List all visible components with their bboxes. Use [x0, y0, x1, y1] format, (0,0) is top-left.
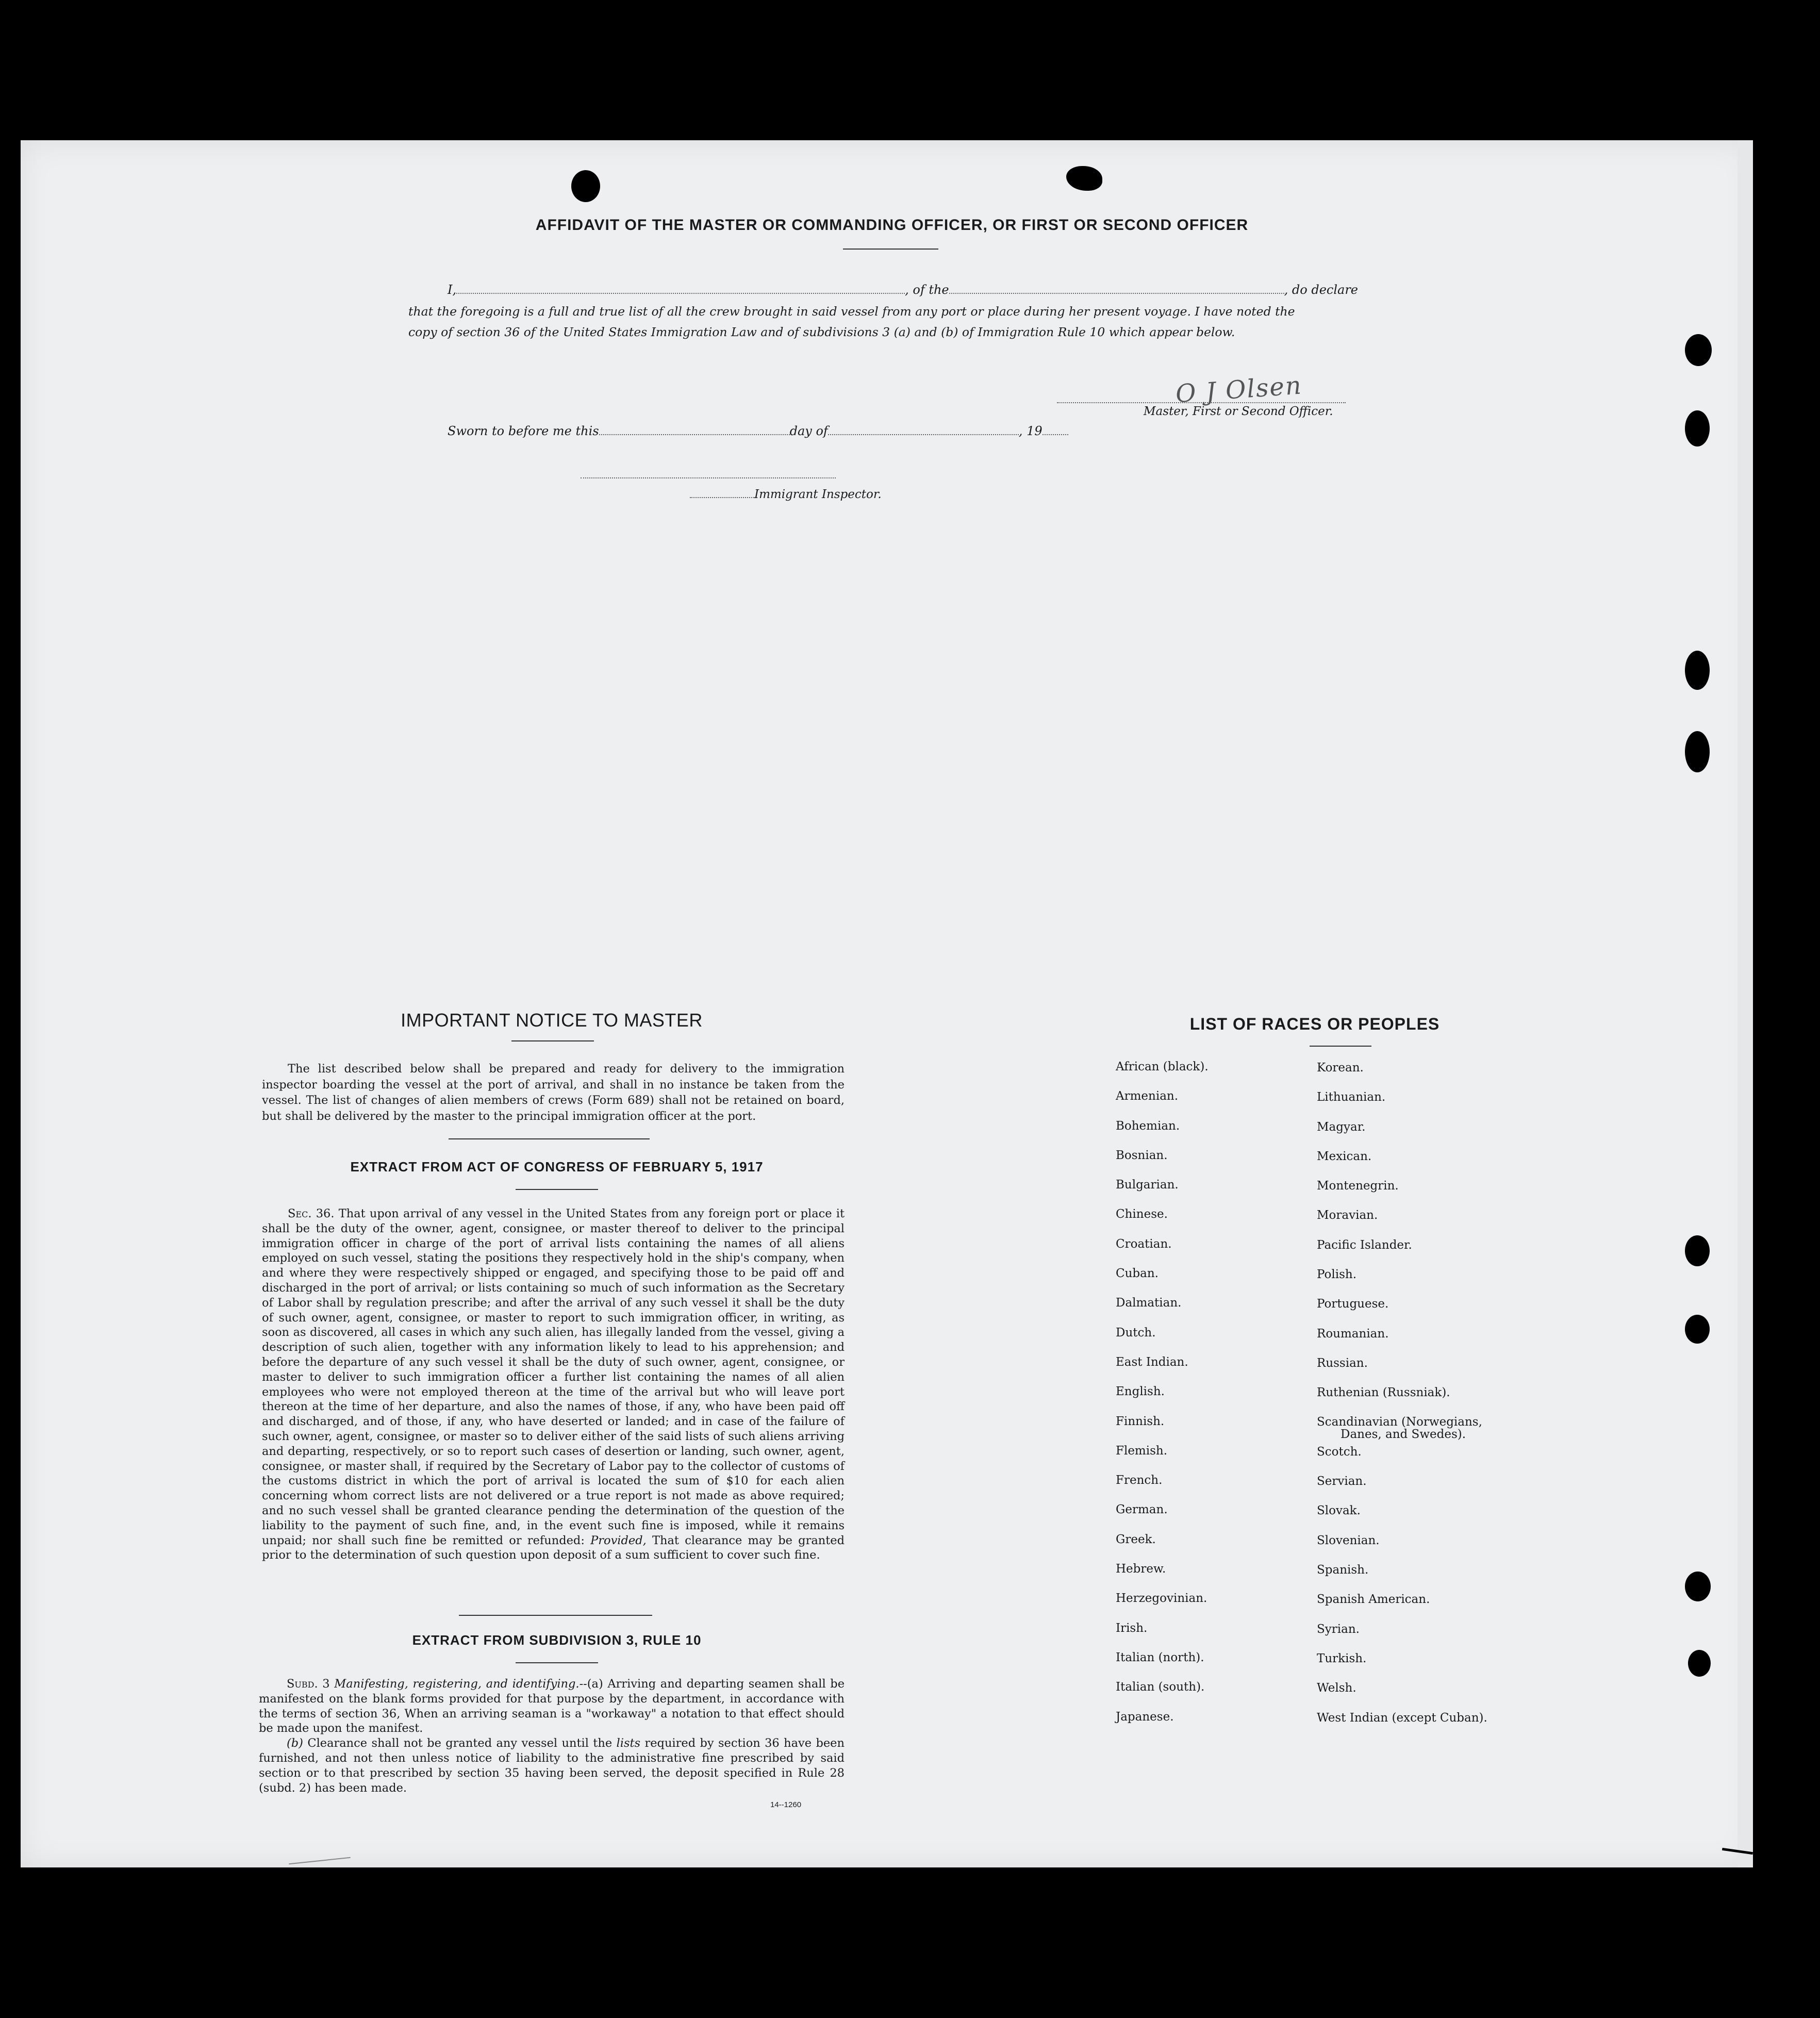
extract-act-title: EXTRACT FROM ACT OF CONGRESS OF FEBRUARY 5, 1917: [350, 1159, 764, 1175]
year-label: , 19: [1018, 424, 1043, 438]
race-item: Lithuanian.: [1317, 1090, 1386, 1104]
extract-act-title-rule: [516, 1189, 598, 1190]
extract-rule-body: [259, 1677, 845, 1795]
punch-hole-top-left: [571, 170, 600, 202]
inspector-blank[interactable]: [690, 495, 754, 498]
race-item: Dutch.: [1116, 1326, 1156, 1339]
race-item: Flemish.: [1116, 1444, 1168, 1458]
race-item: Armenian.: [1116, 1089, 1179, 1103]
name-blank[interactable]: [456, 291, 905, 294]
subd-b-lists: lists: [616, 1736, 641, 1750]
race-item: Japanese.: [1116, 1710, 1174, 1724]
sec-36-text: 36. That upon arrival of any vessel in the United States from any foreign port or place it shall be the duty of the owner, agent, consignee, or master thereof to deliver to the principal immigration officer in charge of the port of arrival lists containing the names of all aliens employed on such vessel, stating the positions they respectively hold in the ship's company, when and where they were respectively shipped or engaged, and specifying those to be paid off and discharged in the port of arrival; or lists containing so much of such information as the Secretary of Labor shall by regulation prescribe; and after the arrival of any such vessel it shall be the duty of such owner, agent, consignee, or master to report to such immigration officer, in writing, as soon as discovered, all cases in which any such alien, has illegally landed from the vessel, giving a description of such alien, together with any information likely to lead to his apprehension; and before the departure of any such vessel it shall be the duty of such owner, agent, consignee, or master to deliver to such immigration officer a further list containing the names of all alien employees who were not employed thereon at the time of the arrival but who will leave port thereon at the time of her departure, and also the names of those, if any, who have been paid off and discharged, and of those, if any, who have deserted or landed; and in case of the failure of such owner, agent, consignee, or master so to deliver either of the said lists of such aliens arriving and departing, respectively, or so to report such cases of desertion or landing, such owner, agent, consignee, or master shall, if required by the Secretary of Labor pay to the collector of customs of the customs district in which the port of arrival is located the sum of $10 for each alien concerning whom correct lists are not delivered or a true report is not made as above required; and no such vessel shall be granted clearance pending the determination of the question of the liability to the payment of such fine, and, in the event such fine is imposed, while it remains unpaid; nor shall such fine be remitted or refunded:: [262, 1207, 845, 1547]
subd-title: Manifesting, registering, and identifying.: [334, 1677, 580, 1691]
race-item: Italian (south).: [1116, 1680, 1205, 1694]
races-title-rule: [1310, 1046, 1371, 1047]
affidavit-line-3: copy of section 36 of the United States Immigration Law and of subdivisions 3 (a) and (b) of Immigration Rule 10 which appear below.: [408, 325, 1235, 339]
extract-act-rule: [459, 1615, 652, 1616]
race-item: Bulgarian.: [1116, 1178, 1179, 1192]
extract-act-body: [262, 1206, 845, 1563]
affidavit-title: AFFIDAVIT OF THE MASTER OR COMMANDING OFFICER, OR FIRST OR SECOND OFFICER: [535, 217, 1249, 234]
race-item: East Indian.: [1116, 1355, 1188, 1369]
race-item: Mexican.: [1317, 1149, 1372, 1163]
punch-hole-right-6: [1685, 1315, 1710, 1344]
race-item-line: Scandinavian (Norwegians,: [1317, 1415, 1482, 1429]
extract-rule-title-rule: [516, 1662, 598, 1663]
affidavit-line-2: that the foregoing is a full and true list of all the crew brought in said vessel from any port or place during her present voyage. I have noted the: [408, 304, 1295, 319]
races-left-column: [1116, 1060, 1209, 1740]
provided-word: Provided,: [590, 1533, 647, 1547]
race-item: Roumanian.: [1317, 1327, 1389, 1341]
race-item: Montenegrin.: [1317, 1179, 1399, 1193]
sworn-day-blank[interactable]: [599, 432, 790, 435]
race-item: African (black).: [1116, 1060, 1209, 1073]
notice-title-rule: [511, 1040, 594, 1041]
race-item: West Indian (except Cuban).: [1317, 1711, 1487, 1725]
race-item-continuation: Danes, and Swedes).: [1341, 1427, 1466, 1441]
race-item: Magyar.: [1317, 1120, 1366, 1134]
race-item: Cuban.: [1116, 1267, 1159, 1281]
sec-36-end: That clearance may be granted prior to the determination of such question upon deposit of a sum sufficient to cover such fine.: [262, 1533, 845, 1562]
race-item: Korean.: [1317, 1061, 1364, 1074]
sheet-edge: [1738, 140, 1753, 1867]
race-item: Bosnian.: [1116, 1148, 1168, 1162]
race-item: English.: [1116, 1385, 1165, 1399]
affidavit-title-rule: [843, 249, 938, 250]
race-item: Syrian.: [1317, 1622, 1360, 1636]
notice-body: The list described below shall be prepared and ready for delivery to the immigration inspector boarding the vessel at the port of arrival, and shall in no instance be taken from the vessel. The list of changes of alien members of crews (Form 689) shall not be retained on board, but shall be delivered by the master to the principal immigration officer at the port.: [262, 1062, 845, 1123]
race-item: French.: [1116, 1474, 1163, 1487]
race-item: Bohemian.: [1116, 1119, 1180, 1133]
race-item: Italian (north).: [1116, 1650, 1204, 1664]
race-item: Servian.: [1317, 1475, 1367, 1488]
affidavit-line-1: [448, 283, 1376, 297]
race-item: German.: [1116, 1503, 1168, 1517]
punch-hole-right-8: [1688, 1650, 1711, 1677]
race-item: Croatian.: [1116, 1237, 1172, 1251]
race-item: Ruthenian (Russniak).: [1317, 1386, 1450, 1400]
inspector-line: [690, 488, 882, 501]
subd-label: Subd.: [287, 1677, 318, 1691]
race-item: Scotch.: [1317, 1445, 1362, 1459]
race-item: Chinese.: [1116, 1208, 1168, 1221]
race-item: Slovenian.: [1317, 1533, 1380, 1547]
sworn-year-blank[interactable]: [1043, 432, 1068, 435]
sec-label: Sec.: [288, 1207, 312, 1220]
notice-rule: [449, 1138, 650, 1139]
subd-b-text-1: Clearance shall not be granted any vessel until the: [307, 1736, 613, 1750]
sworn-month-blank[interactable]: [828, 432, 1019, 435]
race-item: Slovak.: [1317, 1504, 1361, 1518]
race-item: Spanish.: [1317, 1563, 1369, 1577]
subd-a-label: --(a): [579, 1677, 603, 1691]
day-of-label: day of: [789, 424, 828, 438]
sworn-line: [448, 424, 1068, 438]
form-number: 14--1260: [770, 1800, 802, 1809]
race-item: Greek.: [1116, 1532, 1156, 1546]
extract-rule-title: EXTRACT FROM SUBDIVISION 3, RULE 10: [412, 1632, 702, 1648]
notice-title: IMPORTANT NOTICE TO MASTER: [401, 1010, 703, 1031]
document-sheet: [21, 140, 1753, 1867]
race-item: Polish.: [1317, 1268, 1357, 1282]
race-item: [1317, 1416, 1487, 1445]
race-item: Portuguese.: [1317, 1297, 1389, 1311]
punch-hole-right-5: [1685, 1235, 1710, 1266]
subd-number: 3: [322, 1677, 330, 1691]
races-title: LIST OF RACES OR PEOPLES: [1189, 1015, 1440, 1033]
affidavit-do-declare: , do declare: [1284, 283, 1359, 297]
punch-hole-right-4: [1685, 731, 1710, 772]
punch-hole-right-2: [1685, 410, 1710, 446]
signature-handwriting: O J Olsen: [1174, 371, 1303, 409]
race-item: Irish.: [1116, 1621, 1148, 1635]
race-item: Herzegovinian.: [1116, 1592, 1207, 1606]
race-item: Finnish.: [1116, 1414, 1165, 1428]
race-item: Spanish American.: [1317, 1593, 1430, 1607]
punch-hole-right-1: [1685, 334, 1712, 366]
vessel-blank[interactable]: [949, 291, 1284, 294]
subd-b-text-2: required by section 36 have been furnished, and not then unless notice of liability to the administrative fine prescribed by said section or to that prescribed by section 35 having been served, the deposit specified in Rule 28 (subd. 2) has been made.: [259, 1736, 845, 1795]
race-item: Hebrew.: [1116, 1562, 1166, 1576]
punch-hole-right-3: [1685, 651, 1710, 690]
race-item: Russian.: [1317, 1356, 1368, 1370]
subd-b-label: (b): [287, 1736, 303, 1750]
affidavit-i: I,: [448, 283, 457, 297]
races-right-column: [1317, 1061, 1487, 1741]
sworn-label: Sworn to before me this: [448, 424, 599, 438]
race-item: Dalmatian.: [1116, 1296, 1182, 1310]
subd-a-text: Arriving and departing seamen shall be manifested on the blank forms provided for that purpose by the department, in accordance with the terms of section 36, When an arriving seaman is a "workaway" a notation to that effect should be made upon the manifest.: [259, 1677, 845, 1735]
race-item: Moravian.: [1317, 1209, 1378, 1222]
inspector-label: Immigrant Inspector.: [754, 488, 882, 501]
inspector-signature-line: [581, 477, 836, 478]
punch-hole-right-7: [1685, 1572, 1711, 1601]
race-item: Turkish.: [1317, 1651, 1367, 1665]
race-item: Welsh.: [1317, 1681, 1356, 1695]
signature-label: Master, First or Second Officer.: [1144, 405, 1333, 418]
affidavit-of-the: , of the: [905, 283, 949, 297]
race-item: Pacific Islander.: [1317, 1238, 1412, 1252]
